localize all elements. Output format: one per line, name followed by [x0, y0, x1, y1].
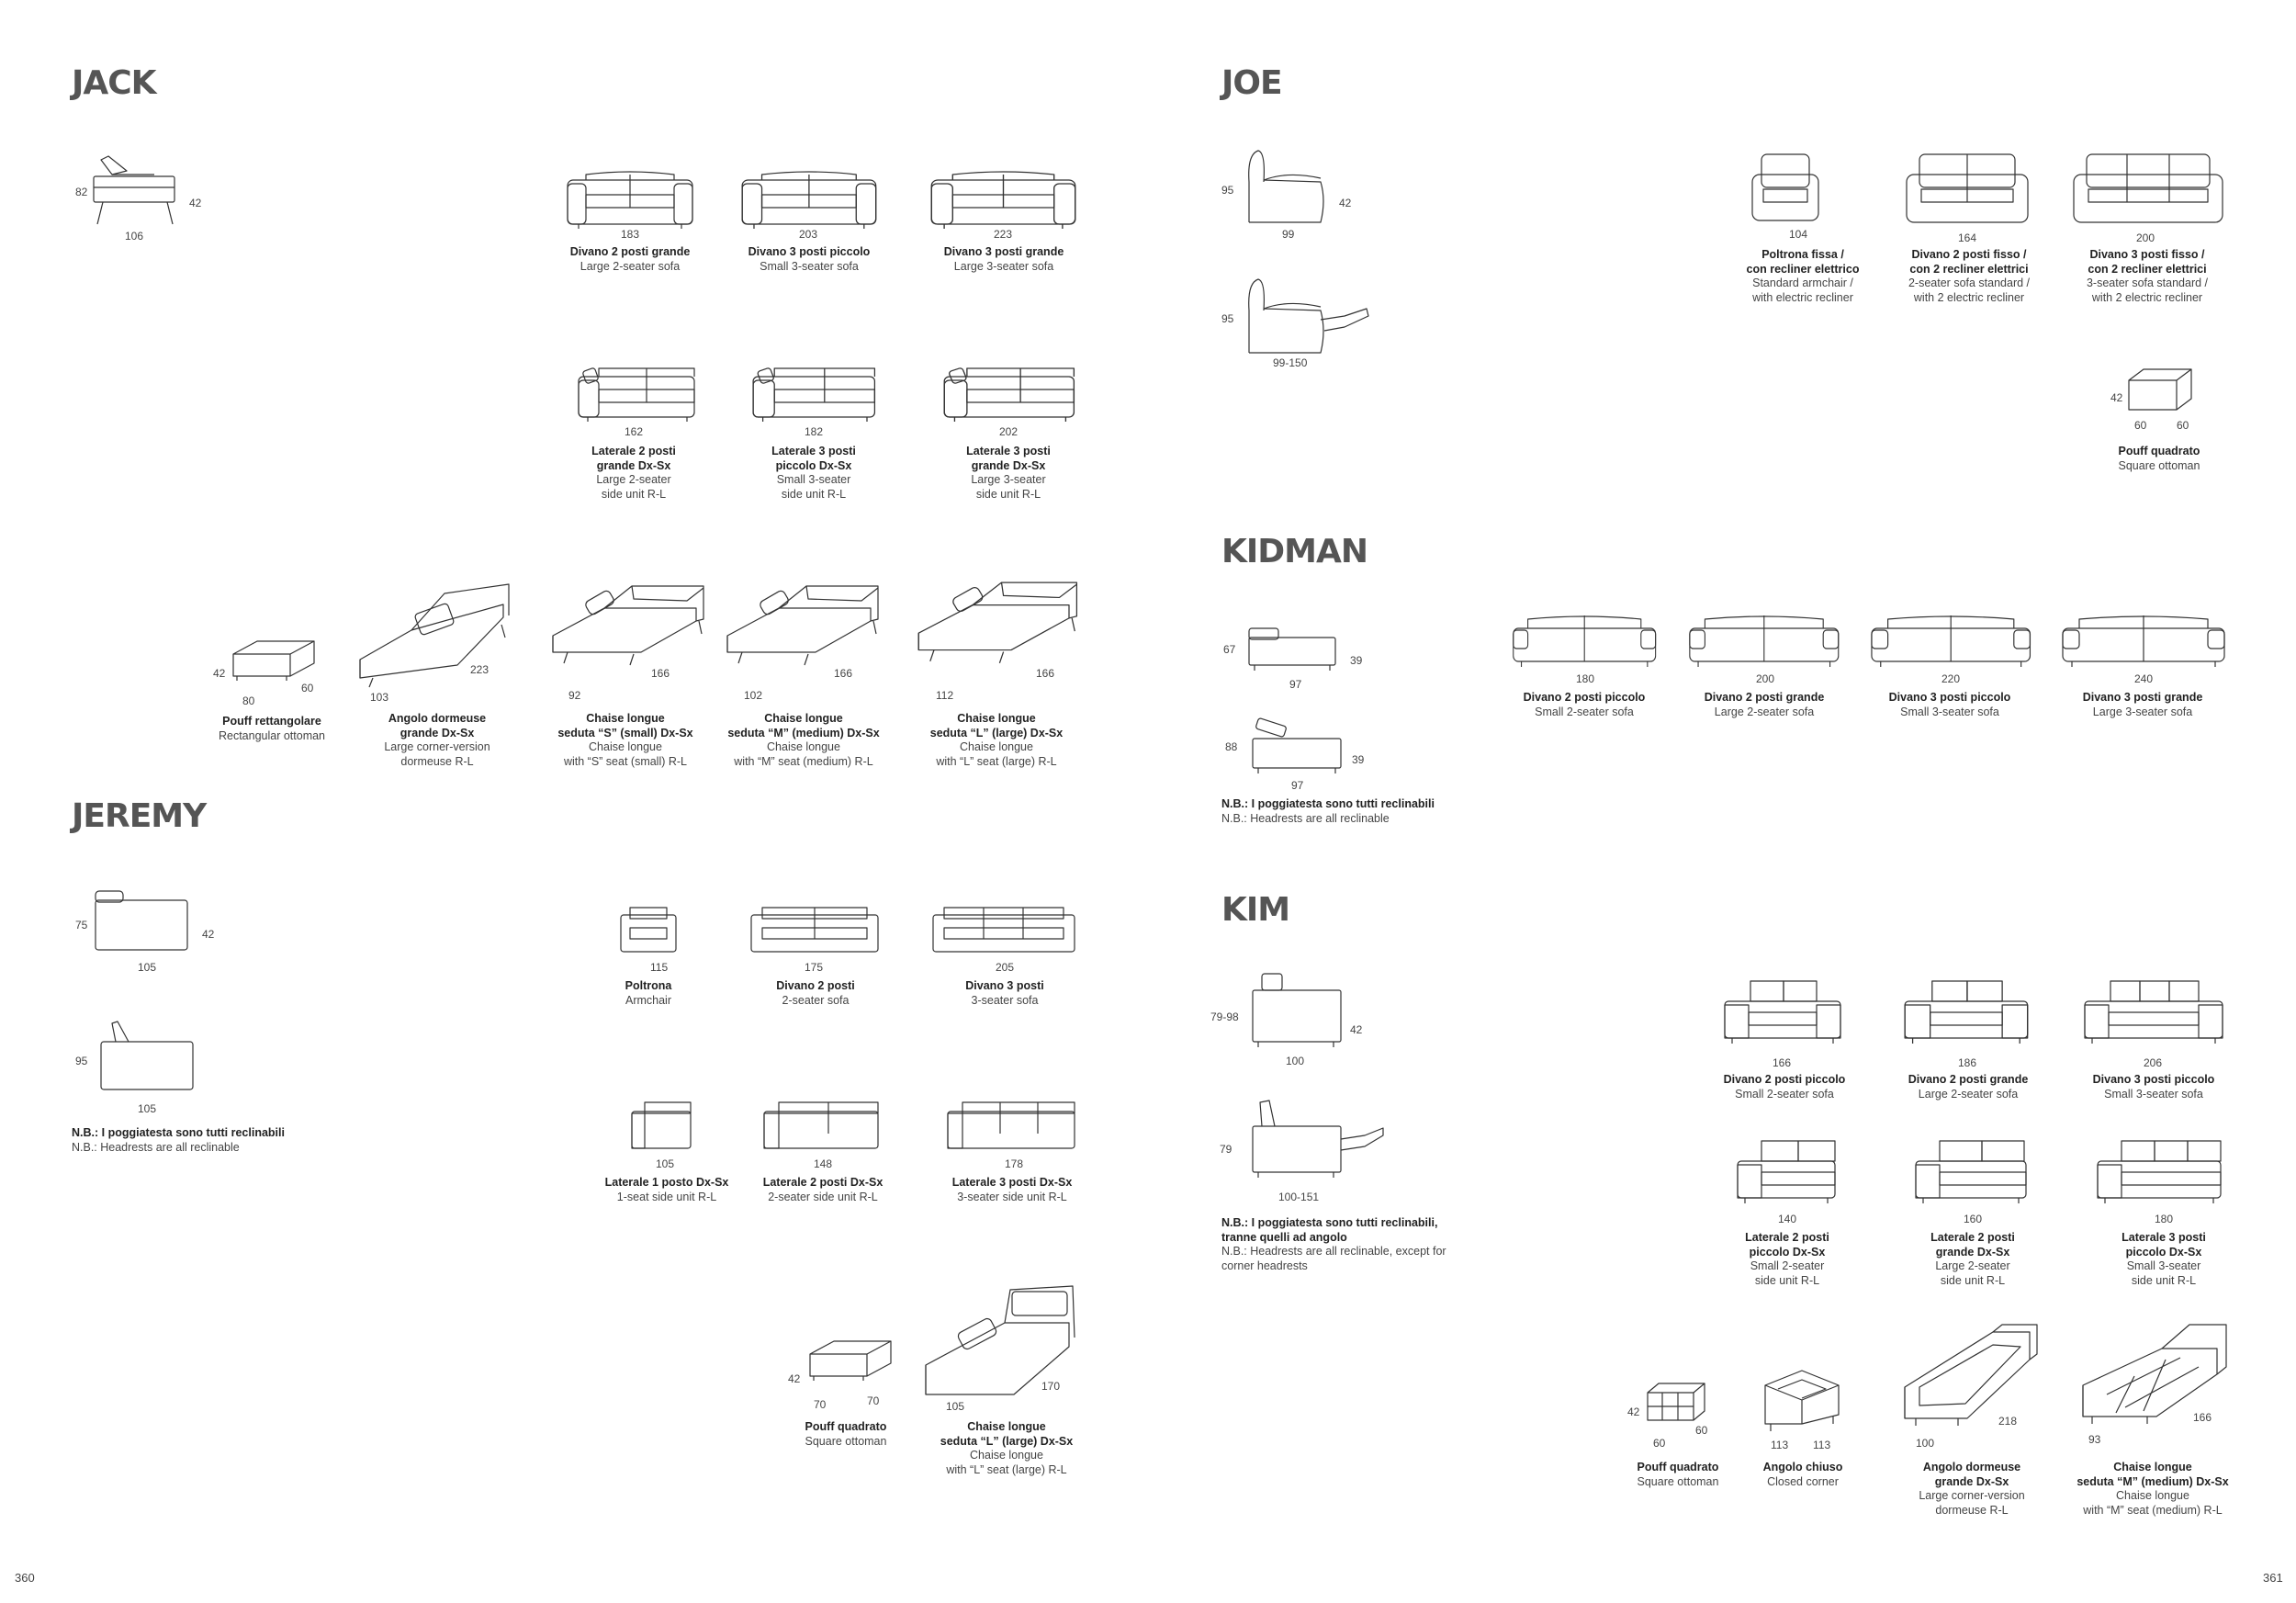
jack-side-3l-drawing [942, 366, 1080, 424]
kim-profile-depth: 100 [1286, 1055, 1305, 1067]
kidman-sofa-2s-caption: Divano 2 posti piccolo Small 2-seater sofa [1523, 691, 1646, 718]
jack-profile-drawing [90, 154, 182, 230]
jeremy-side-2-caption: Laterale 2 posti Dx-Sx 2-seater side unit R-L [762, 1176, 884, 1203]
joe-profile2-height: 95 [1221, 312, 1234, 325]
kim-sofa-2l-caption: Divano 2 posti grande Large 2-seater sofa [1908, 1073, 2029, 1101]
jack-sofa-3s-width: 203 [799, 228, 818, 241]
jeremy-note: N.B.: I poggiatesta sono tutti reclinabili N.B.: Headrests are all reclinable [72, 1126, 285, 1154]
kim-ottoman-depth: 60 [1695, 1424, 1708, 1437]
joe-armchair-drawing [1749, 152, 1822, 226]
kim-side-2s-caption: Laterale 2 posti piccolo Dx-Sx Small 2-seater side unit R-L [1745, 1231, 1829, 1287]
kim-side-2l-drawing [1914, 1139, 2030, 1207]
jeremy-side-3-drawing [946, 1101, 1078, 1152]
jeremy-armchair-width: 115 [650, 961, 669, 974]
joe-profile-drawing [1242, 145, 1334, 228]
kidman-sofa-3s-width: 220 [1941, 672, 1961, 685]
kidman-sofa-2l-width: 200 [1756, 672, 1775, 685]
kim-sofa-3s-drawing [2083, 979, 2226, 1047]
jeremy-chaise-depth: 170 [1041, 1380, 1061, 1393]
kim-corner-caption: Angolo dormeuse grande Dx-Sx Large corner-version dormeuse R-L [1919, 1461, 2025, 1517]
joe-ottoman-drawing [2125, 367, 2195, 417]
jack-ottoman-height: 42 [213, 667, 226, 680]
jeremy-armchair-caption: Poltrona Armchair [625, 979, 672, 1007]
jeremy-chaise-width: 105 [946, 1400, 965, 1413]
page-number-left: 360 [15, 1571, 35, 1585]
kim-sofa-2s-width: 166 [1773, 1056, 1792, 1069]
jeremy-profile-drawing [92, 887, 193, 954]
jack-chaise-l-caption: Chaise longue seduta “L” (large) Dx-Sx Chaise longue with “L” seat (large) R-L [929, 712, 1064, 768]
kim-note: N.B.: I poggiatesta sono tutti reclinabili, tranne quelli ad angolo N.B.: Headrests are all reclinable, except for corner headrests [1221, 1216, 1446, 1272]
jeremy-sofa-3-width: 205 [996, 961, 1015, 974]
jeremy-profile-height: 75 [75, 919, 88, 931]
jack-corner-dormeuse-drawing [356, 577, 517, 687]
section-title-jack: JACK [72, 64, 156, 102]
section-title-kim: KIM [1221, 891, 1290, 929]
kim-ottoman-caption: Pouff quadrato Square ottoman [1637, 1461, 1719, 1488]
joe-sofa-2-caption: Divano 2 posti fisso / con 2 recliner elettrici 2-seater sofa standard / with 2 electric recliner [1908, 248, 2031, 304]
joe-profile-height: 95 [1221, 184, 1234, 197]
jeremy-side-2-width: 148 [814, 1157, 833, 1170]
jack-side-3s-caption: Laterale 3 posti piccolo Dx-Sx Small 3-seater side unit R-L [771, 445, 856, 501]
kim-side-3s-drawing [2096, 1139, 2224, 1207]
jack-sofa-2-width: 183 [621, 228, 640, 241]
joe-sofa-2-drawing [1903, 152, 2032, 228]
jack-chaise-m-depth: 166 [834, 667, 853, 680]
jack-sofa-3s-drawing [740, 171, 878, 231]
jack-chaise-m-drawing [724, 581, 882, 672]
joe-profile2-depth: 99-150 [1273, 356, 1308, 369]
joe-sofa-3-caption: Divano 3 posti fisso / con 2 recliner elettrici 3-seater sofa standard / with 2 electric recliner [2086, 248, 2209, 304]
jack-chaise-s-drawing [549, 581, 707, 672]
joe-ottoman-caption: Pouff quadrato Square ottoman [2118, 445, 2200, 472]
kim-profile2-height: 79 [1220, 1143, 1232, 1156]
kim-profile-seat: 42 [1350, 1023, 1363, 1036]
jack-chaise-m-caption: Chaise longue seduta “M” (medium) Dx-Sx Chaise longue with “M” seat (medium) R-L [727, 712, 880, 768]
kim-chaise-depth: 166 [2193, 1411, 2212, 1424]
jeremy-profile-reclined-drawing [97, 1018, 198, 1097]
kim-corner-width: 100 [1916, 1437, 1935, 1450]
page-number-right: 361 [2263, 1571, 2283, 1585]
jack-profile-seat: 42 [189, 197, 202, 209]
kim-sofa-2s-drawing [1723, 979, 1844, 1047]
kidman-profile2-height: 88 [1225, 740, 1238, 753]
joe-profile-depth: 99 [1282, 228, 1295, 241]
kim-side-3s-caption: Laterale 3 posti piccolo Dx-Sx Small 3-seater side unit R-L [2122, 1231, 2206, 1287]
kidman-sofa-3s-drawing [1870, 612, 2044, 669]
kim-sofa-3s-caption: Divano 3 posti piccolo Small 3-seater sofa [2092, 1073, 2215, 1101]
kidman-sofa-3l-caption: Divano 3 posti grande Large 3-seater sofa [2082, 691, 2203, 718]
kim-sofa-2s-caption: Divano 2 posti piccolo Small 2-seater sofa [1723, 1073, 1846, 1101]
kidman-sofa-3l-drawing [2061, 612, 2230, 669]
jeremy-side-2-drawing [762, 1101, 882, 1152]
kidman-sofa-2s-width: 180 [1576, 672, 1595, 685]
joe-profile-seat: 42 [1339, 197, 1352, 209]
jack-chaise-s-caption: Chaise longue seduta “S” (small) Dx-Sx Chaise longue with “S” seat (small) R-L [557, 712, 693, 768]
jack-sofa-3s-caption: Divano 3 posti piccolo Small 3-seater sofa [748, 245, 871, 273]
jeremy-sofa-2-caption: Divano 2 posti 2-seater sofa [776, 979, 855, 1007]
jack-side-3s-width: 182 [805, 425, 824, 438]
kim-side-3s-width: 180 [2155, 1213, 2174, 1225]
kidman-sofa-2l-caption: Divano 2 posti grande Large 2-seater sofa [1704, 691, 1825, 718]
kim-ottoman-width: 60 [1653, 1437, 1666, 1450]
kim-closed-width: 113 [1771, 1439, 1789, 1451]
jack-sofa-2-caption: Divano 2 posti grande Large 2-seater sofa [569, 245, 691, 273]
section-title-jeremy: JEREMY [72, 797, 207, 835]
kim-ottoman-height: 42 [1627, 1405, 1640, 1418]
kidman-profile-drawing [1245, 625, 1341, 672]
jack-ottoman-width: 80 [242, 694, 255, 707]
joe-sofa-2-width: 164 [1958, 231, 1977, 244]
jeremy-sofa-3-drawing [931, 906, 1078, 957]
kidman-sofa-2s-drawing [1512, 612, 1679, 669]
kidman-profile-reclined-drawing [1249, 718, 1345, 775]
jack-sofa-2-drawing [566, 171, 694, 231]
jeremy-ottoman-drawing [806, 1339, 895, 1389]
kidman-profile2-depth: 97 [1291, 779, 1304, 792]
jack-corner-depth: 223 [470, 663, 490, 676]
joe-sofa-3-width: 200 [2136, 231, 2155, 244]
kim-profile-height: 79-98 [1210, 1010, 1239, 1023]
joe-ottoman-depth: 60 [2177, 419, 2189, 432]
jeremy-profile-seat: 42 [202, 928, 215, 941]
jeremy-side-1-caption: Laterale 1 posto Dx-Sx 1-seat side unit R-L [604, 1176, 729, 1203]
jack-side-3l-width: 202 [999, 425, 1019, 438]
jeremy-profile-depth: 105 [138, 961, 157, 974]
kim-closed-caption: Angolo chiuso Closed corner [1762, 1461, 1843, 1488]
kidman-profile-depth: 97 [1289, 678, 1302, 691]
jack-corner-width: 103 [370, 691, 389, 704]
jeremy-profile2-height: 95 [75, 1055, 88, 1067]
kim-chaise-width: 93 [2088, 1433, 2101, 1446]
joe-profile-reclined-drawing [1242, 274, 1370, 358]
jeremy-sofa-2-width: 175 [805, 961, 824, 974]
kim-profile-drawing [1249, 970, 1345, 1049]
jack-ottoman-depth: 60 [301, 682, 314, 694]
kim-sofa-2l-drawing [1903, 979, 2033, 1047]
jack-side-3s-drawing [751, 366, 880, 424]
jack-side-2-caption: Laterale 2 posti grande Dx-Sx Large 2-seater side unit R-L [591, 445, 676, 501]
jack-ottoman-drawing [230, 639, 318, 685]
jack-profile-depth: 106 [125, 230, 144, 243]
jeremy-ottoman-height: 42 [788, 1372, 801, 1385]
jeremy-armchair-drawing [619, 906, 680, 957]
kim-profile2-depth: 100-151 [1278, 1191, 1320, 1203]
kim-side-2l-caption: Laterale 2 posti grande Dx-Sx Large 2-seater side unit R-L [1930, 1231, 2015, 1287]
kim-profile-reclined-drawing [1249, 1099, 1387, 1180]
kidman-sofa-3l-width: 240 [2134, 672, 2154, 685]
jack-chaise-s-depth: 166 [651, 667, 670, 680]
section-title-joe: JOE [1221, 64, 1282, 102]
joe-ottoman-width: 60 [2134, 419, 2147, 432]
kim-corner-dormeuse-drawing [1901, 1323, 2039, 1433]
jeremy-profile2-depth: 105 [138, 1102, 157, 1115]
kidman-profile-seat: 39 [1350, 654, 1363, 667]
kidman-profile-height: 67 [1223, 643, 1236, 656]
jeremy-side-3-width: 178 [1005, 1157, 1024, 1170]
joe-armchair-width: 104 [1789, 228, 1808, 241]
jack-sofa-3l-caption: Divano 3 posti grande Large 3-seater sofa [943, 245, 1064, 273]
kim-closed-corner-drawing [1761, 1369, 1844, 1437]
jack-sofa-3l-drawing [929, 171, 1076, 231]
jack-chaise-m-width: 102 [744, 689, 763, 702]
jack-ottoman-caption: Pouff rettangolare Rectangular ottoman [218, 715, 326, 742]
section-title-kidman: KIDMAN [1221, 533, 1367, 570]
joe-sofa-3-drawing [2070, 152, 2226, 228]
kidman-note: N.B.: I poggiatesta sono tutti reclinabili N.B.: Headrests are all reclinable [1221, 797, 1435, 825]
kim-closed-depth: 113 [1813, 1439, 1831, 1451]
kim-corner-depth: 218 [1998, 1415, 2018, 1428]
jack-side-2-drawing [577, 366, 696, 424]
kim-side-2l-width: 160 [1964, 1213, 1983, 1225]
jeremy-side-3-caption: Laterale 3 posti Dx-Sx 3-seater side unit R-L [951, 1176, 1073, 1203]
jack-corner-caption: Angolo dormeuse grande Dx-Sx Large corner-version dormeuse R-L [384, 712, 490, 768]
jack-chaise-l-drawing [915, 577, 1080, 672]
jeremy-side-1-drawing [630, 1101, 694, 1152]
kim-side-2s-drawing [1736, 1139, 1839, 1207]
jack-sofa-3l-width: 223 [994, 228, 1013, 241]
joe-armchair-caption: Poltrona fissa / con recliner elettrico Standard armchair / with electric recliner [1746, 248, 1860, 304]
jeremy-ottoman-width: 70 [814, 1398, 827, 1411]
kidman-sofa-2l-drawing [1688, 612, 1855, 669]
jeremy-sofa-3-caption: Divano 3 posti 3-seater sofa [965, 979, 1044, 1007]
kidman-profile2-seat: 39 [1352, 753, 1365, 766]
jeremy-side-1-width: 105 [656, 1157, 675, 1170]
kidman-sofa-3s-caption: Divano 3 posti piccolo Small 3-seater sofa [1888, 691, 2011, 718]
jack-chaise-s-width: 92 [568, 689, 581, 702]
jack-chaise-l-width: 112 [936, 689, 954, 702]
jack-chaise-l-depth: 166 [1036, 667, 1055, 680]
kim-side-2s-width: 140 [1778, 1213, 1797, 1225]
jeremy-sofa-2-drawing [749, 906, 882, 957]
kim-sofa-3s-width: 206 [2144, 1056, 2163, 1069]
joe-ottoman-height: 42 [2110, 391, 2123, 404]
jeremy-ottoman-depth: 70 [867, 1394, 880, 1407]
jack-side-3l-caption: Laterale 3 posti grande Dx-Sx Large 3-seater side unit R-L [966, 445, 1051, 501]
jeremy-chaise-caption: Chaise longue seduta “L” (large) Dx-Sx Chaise longue with “L” seat (large) R-L [940, 1420, 1074, 1476]
jack-side-2-width: 162 [625, 425, 644, 438]
kim-sofa-2l-width: 186 [1958, 1056, 1977, 1069]
jack-profile-height: 82 [75, 186, 88, 198]
jeremy-ottoman-caption: Pouff quadrato Square ottoman [805, 1420, 887, 1448]
kim-chaise-caption: Chaise longue seduta “M” (medium) Dx-Sx Chaise longue with “M” seat (medium) R-L [2077, 1461, 2229, 1517]
